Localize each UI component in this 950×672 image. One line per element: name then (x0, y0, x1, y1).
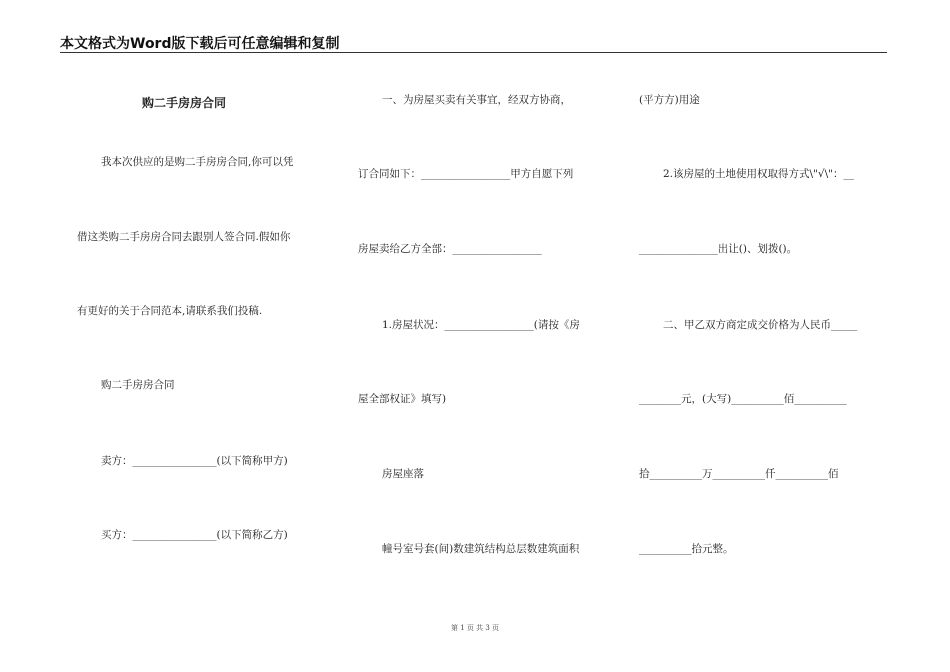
text-line: __________拾元整。 (639, 543, 734, 555)
text-line: 幢号室号套(间)数建筑结构总层数建筑面积 (382, 543, 580, 555)
text-line: 2.该房屋的土地使用权取得方式\"√\"：__ (663, 168, 854, 180)
text-line: 订合同如下：_________________甲方自愿下列 (358, 168, 574, 180)
text-line: 我本次供应的是购二手房房合同,你可以凭 (101, 156, 294, 168)
text-line: 1.房屋状况：_________________(请按《房 (382, 319, 580, 331)
document-title: 购二手房房合同 (142, 96, 227, 110)
text-line: 拾__________万__________仟__________佰 (639, 468, 839, 480)
subtitle-line: 购二手房房合同 (101, 379, 175, 391)
seller-line: 卖方：________________(以下简称甲方) (101, 455, 288, 467)
text-line: ________元，(大写)__________佰__________ (639, 393, 847, 405)
text-line: 有更好的关于合同范本,请联系我们投稿. (77, 305, 263, 317)
text-line: 二、甲乙双方商定成交价格为人民币_____ (663, 319, 858, 331)
page-footer: 第 1 页 共 3 页 (450, 624, 500, 632)
header-rule (60, 52, 887, 53)
text-line: 屋全部权证》填写) (358, 393, 447, 405)
text-line: _______________出让()、划拨()。 (639, 243, 798, 255)
buyer-line: 买方：________________(以下简称乙方) (101, 529, 288, 541)
header-title: 本文格式为Word版下载后可任意编辑和复制 (60, 36, 340, 52)
text-line: 房屋座落 (382, 468, 424, 480)
text-line: 房屋卖给乙方全部：_________________ (358, 243, 542, 255)
text-line: 借这类购二手房房合同去跟别人签合同.假如你 (77, 231, 291, 243)
text-line: (平方方)用途 (639, 94, 700, 106)
text-line: 一、为房屋买卖有关事宜，经双方协商， (382, 94, 571, 106)
